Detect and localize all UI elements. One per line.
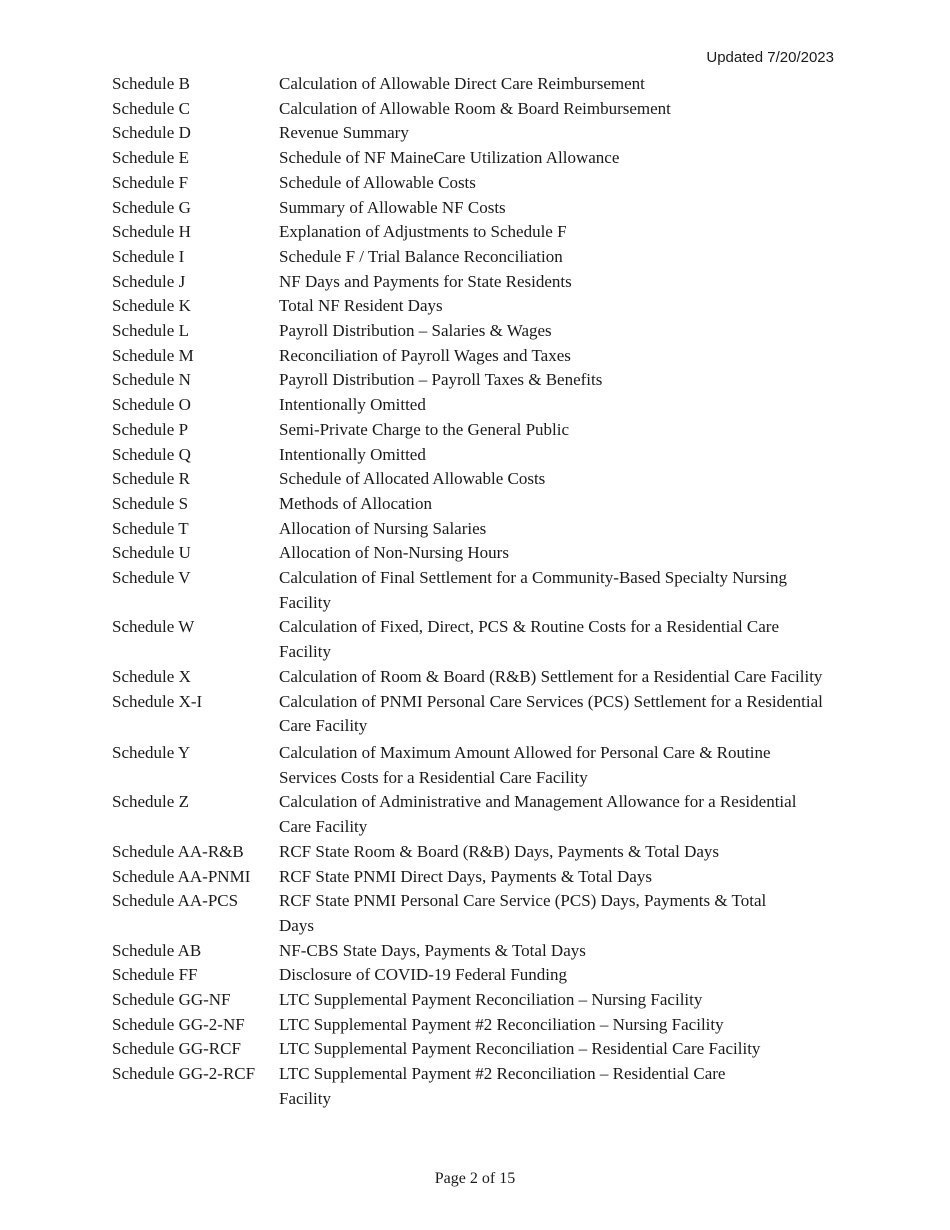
schedule-row-l — [112, 319, 832, 344]
schedule-code: Schedule GG-2-NF — [112, 1014, 245, 1034]
schedule-description: Intentionally Omitted — [279, 395, 426, 415]
page-number: Page 2 of 15 — [434, 1170, 516, 1187]
schedule-code: Schedule X — [112, 666, 191, 686]
schedule-code: Schedule N — [112, 370, 191, 390]
schedule-description: Reconciliation of Payroll Wages and Taxes — [279, 345, 571, 365]
schedule-description: Calculation of Administrative and Management Allowance for a Residential Care Facility — [279, 792, 797, 837]
schedule-description: Revenue Summary — [279, 123, 409, 143]
schedule-code: Schedule X-I — [112, 691, 203, 711]
schedule-code: Schedule F — [112, 172, 189, 192]
schedule-code: Schedule M — [112, 345, 194, 365]
schedule-description: Calculation of Room & Board (R&B) Settlement for a Residential Care Facility — [279, 666, 823, 686]
schedule-code: Schedule GG-RCF — [112, 1039, 241, 1059]
schedule-code: Schedule GG-NF — [112, 990, 231, 1010]
schedule-row-ab — [112, 939, 832, 964]
schedule-row-gg-nf — [112, 988, 832, 1013]
schedule-description: Allocation of Nursing Salaries — [279, 518, 487, 538]
schedule-description: Allocation of Non-Nursing Hours — [279, 543, 509, 563]
schedule-row-ff — [112, 963, 832, 988]
schedule-description: Calculation of PNMI Personal Care Services (PCS) Settlement for a Residential Care Facility — [279, 691, 823, 736]
schedule-row-s — [112, 492, 832, 517]
schedule-code: Schedule L — [112, 321, 189, 341]
schedule-row-m — [112, 344, 832, 369]
schedule-description: Calculation of Allowable Direct Care Reimbursement — [279, 74, 645, 93]
schedule-description: Disclosure of COVID-19 Federal Funding — [279, 965, 568, 985]
schedule-code: Schedule J — [112, 271, 186, 291]
schedule-code: Schedule S — [112, 493, 189, 513]
schedule-row-f — [112, 171, 832, 196]
schedule-description: Payroll Distribution – Salaries & Wages — [279, 321, 552, 341]
schedule-row-g — [112, 196, 832, 221]
schedule-code: Schedule W — [112, 617, 195, 637]
schedule-code: Schedule FF — [112, 965, 198, 985]
schedule-list — [112, 72, 832, 1112]
schedule-description: NF Days and Payments for State Residents — [279, 271, 572, 291]
schedule-code: Schedule D — [112, 123, 191, 143]
schedule-description: Schedule F / Trial Balance Reconciliation — [279, 246, 563, 266]
schedule-row-u — [112, 541, 832, 566]
schedule-description: Schedule of NF MaineCare Utilization Allowance — [279, 148, 620, 168]
schedule-code: Schedule GG-2-RCF — [112, 1064, 256, 1084]
schedule-code: Schedule V — [112, 568, 191, 588]
schedule-description: Summary of Allowable NF Costs — [279, 197, 506, 217]
schedule-code: Schedule I — [112, 246, 185, 266]
schedule-row-r — [112, 467, 832, 492]
schedule-row-i — [112, 245, 832, 270]
schedule-row-j — [112, 270, 832, 295]
schedule-description: Calculation of Allowable Room & Board Reimbursement — [279, 98, 671, 118]
schedule-code: Schedule O — [112, 395, 191, 415]
schedule-row-w — [112, 615, 832, 664]
schedule-code: Schedule B — [112, 74, 190, 93]
schedule-row-x — [112, 665, 832, 690]
schedule-code: Schedule E — [112, 148, 189, 168]
schedule-description: Calculation of Final Settlement for a Community-Based Specialty Nursing Facility — [279, 568, 788, 612]
schedule-row-gg-rcf — [112, 1037, 832, 1062]
schedule-code: Schedule H — [112, 222, 191, 242]
schedule-description: Semi-Private Charge to the General Public — [279, 419, 570, 439]
schedule-row-q — [112, 443, 832, 468]
schedule-row-aa-pnmi — [112, 865, 832, 890]
schedule-row-aa-pcs — [112, 889, 832, 938]
schedule-row-v — [112, 566, 832, 615]
schedule-code: Schedule T — [112, 518, 189, 538]
schedule-row-p — [112, 418, 832, 443]
schedule-description: LTC Supplemental Payment #2 Reconciliation – Residential Care Facility — [279, 1064, 726, 1108]
schedule-row-aa-rb — [112, 840, 832, 865]
schedule-row-o — [112, 393, 832, 418]
schedule-code: Schedule AA-R&B — [112, 841, 244, 861]
schedule-description: Methods of Allocation — [279, 493, 432, 513]
schedule-description: RCF State Room & Board (R&B) Days, Payments & Total Days — [279, 841, 720, 861]
schedule-row-z — [112, 790, 832, 839]
schedule-description: LTC Supplemental Payment #2 Reconciliation – Nursing Facility — [279, 1014, 724, 1034]
schedule-description: RCF State PNMI Personal Care Service (PCS) Days, Payments & Total Days — [279, 891, 767, 935]
schedule-row-t — [112, 517, 832, 542]
schedule-code: Schedule C — [112, 98, 190, 118]
schedule-row-h — [112, 220, 832, 245]
schedule-row-x-i — [112, 690, 832, 739]
schedule-code: Schedule G — [112, 197, 191, 217]
schedule-description: Payroll Distribution – Payroll Taxes & Benefits — [279, 370, 603, 390]
schedule-code: Schedule AA-PNMI — [112, 866, 251, 886]
schedule-row-y — [112, 741, 832, 790]
schedule-description: LTC Supplemental Payment Reconciliation – Nursing Facility — [279, 990, 703, 1010]
schedule-code: Schedule Z — [112, 792, 189, 812]
schedule-row-gg-2-rcf — [112, 1062, 832, 1111]
updated-date: Updated 7/20/2023 — [706, 49, 834, 66]
schedule-row-e — [112, 146, 832, 171]
schedule-row-gg-2-nf — [112, 1013, 832, 1038]
schedule-code: Schedule AB — [112, 940, 202, 960]
schedule-code: Schedule Q — [112, 444, 191, 464]
schedule-description: Explanation of Adjustments to Schedule F — [279, 222, 567, 242]
schedule-code: Schedule Y — [112, 742, 191, 762]
schedule-description: Total NF Resident Days — [279, 296, 443, 316]
schedule-code: Schedule K — [112, 296, 191, 316]
schedule-description: NF-CBS State Days, Payments & Total Days — [279, 940, 586, 960]
schedule-description: Intentionally Omitted — [279, 444, 426, 464]
schedule-description: LTC Supplemental Payment Reconciliation – Residential Care Facility — [279, 1039, 761, 1059]
schedule-row-b — [112, 72, 832, 97]
schedule-row-n — [112, 368, 832, 393]
schedule-description: Schedule of Allocated Allowable Costs — [279, 469, 546, 489]
schedule-row-c — [112, 97, 832, 122]
schedule-description: Schedule of Allowable Costs — [279, 172, 476, 192]
schedule-code: Schedule AA-PCS — [112, 891, 239, 911]
schedule-code: Schedule U — [112, 543, 191, 563]
schedule-code: Schedule P — [112, 419, 189, 439]
schedule-row-k — [112, 294, 832, 319]
schedule-description: Calculation of Maximum Amount Allowed for Personal Care & Routine Services Costs for a Residential Care Facility — [279, 742, 771, 787]
schedule-description: Calculation of Fixed, Direct, PCS & Routine Costs for a Residential Care Facility — [279, 617, 780, 662]
schedule-row-d — [112, 121, 832, 146]
schedule-code: Schedule R — [112, 469, 190, 489]
schedule-description: RCF State PNMI Direct Days, Payments & Total Days — [279, 866, 652, 886]
